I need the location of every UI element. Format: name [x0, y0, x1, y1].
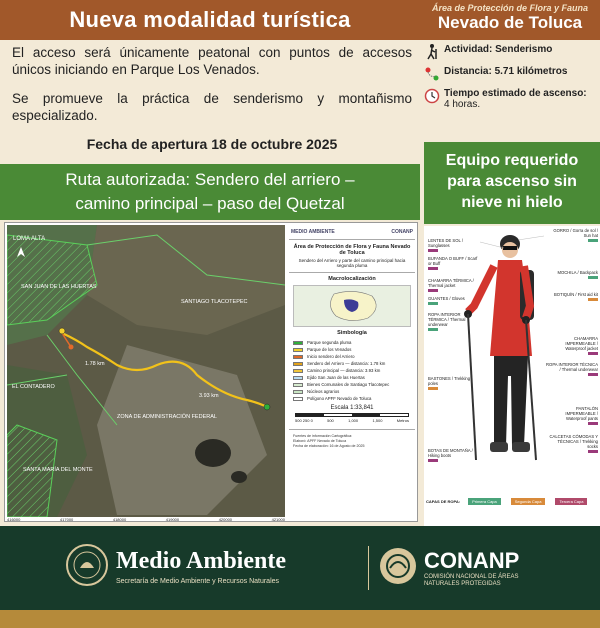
satellite-map: [7, 225, 285, 517]
layer-chip: Segunda Capa: [511, 498, 546, 505]
clock-icon: [424, 88, 440, 104]
macro-location-map: [293, 285, 411, 327]
legend-item-label: Sendero del Arriero — distancia: 1.78 km: [307, 361, 386, 366]
layer-chip: Primera Capa: [468, 498, 501, 505]
equipment-item: [428, 296, 480, 305]
equipment-item: [428, 312, 480, 331]
label-santiago: SANTIAGO TLACOTEPEC: [181, 299, 248, 305]
conanp-mini-logo: CONANP: [391, 229, 413, 235]
equipment-item: [546, 292, 598, 301]
legend-item-label: Inicio sendero del Arriero: [307, 354, 355, 359]
legend-swatch: [293, 341, 303, 345]
semarnat-subtitle: Secretaría de Medio Ambiente y Recursos Naturales: [116, 578, 280, 585]
area-banner: [420, 0, 600, 40]
legend-swatch: [293, 383, 303, 387]
footer-divider: [368, 546, 369, 590]
layer-color-bar: [428, 459, 438, 462]
equipment-item-label: PANTALÓN IMPERMEABLE / Waterproof pants: [565, 406, 598, 421]
layer-color-bar: [588, 373, 598, 376]
legend-item: [289, 360, 415, 367]
legend-swatch: [293, 362, 303, 366]
legend-item-label: Bienes Comunales de Santiago Tlacotepec: [307, 382, 390, 387]
layer-color-bar: [588, 298, 598, 301]
scale-tick-2: 500: [327, 418, 334, 423]
legend-header: [289, 225, 415, 240]
legend-item-label: Polígono APFF Nevado de Toluca: [307, 396, 372, 401]
layer-color-bar: [588, 276, 598, 279]
layer-color-bar: [428, 387, 438, 390]
equipment-item: [546, 336, 598, 355]
map-legend: [289, 225, 415, 519]
activity-row: [424, 44, 600, 60]
intro-paragraph-2: Se promueve la práctica de senderismo y montañismo especializado.: [12, 91, 412, 123]
equipment-item: [428, 376, 480, 390]
route-pin-icon: [424, 66, 440, 82]
layer-color-bar: [588, 239, 598, 242]
legend-swatch: [293, 376, 303, 380]
legend-item: [289, 374, 415, 381]
layer-color-bar: [428, 302, 438, 305]
title-banner: [0, 0, 420, 40]
footer: [0, 526, 600, 610]
legend-item: [289, 395, 415, 402]
simbologia-title: Simbología: [337, 330, 367, 336]
clothing-layers: [426, 498, 598, 505]
legend-subtitle: Sendero del Arriero y parte del camino principal hacia segunda pluma: [289, 258, 415, 273]
scale-tick-1: 500 250 0: [295, 418, 313, 423]
legend-item: [289, 339, 415, 346]
legend-item-label: Ejido San Juan de las Huertas: [307, 375, 365, 380]
mexico-seal-logo: [66, 544, 108, 586]
conanp-title: CONANP: [424, 548, 520, 573]
legend-item-label: Parque de los Venados: [307, 347, 352, 352]
macro-title: Macrolocalización: [328, 276, 376, 282]
map-x-ticks: [7, 517, 285, 522]
medio-ambiente-mini-logo: MEDIO AMBIENTE: [291, 229, 335, 235]
bottom-stripe: [0, 610, 600, 628]
time-value: 4 horas.: [444, 99, 481, 110]
time-text: [444, 88, 587, 110]
credits-date: Fecha de elaboración: 16 de Agosto de 2025: [293, 444, 365, 448]
equipment-item-label: ROPA INTERIOR TÉCNICA / Thermal underwear: [546, 362, 598, 372]
x-tick-label: 418000: [112, 517, 127, 522]
equipment-line-1: Equipo requerido: [445, 152, 579, 169]
legend-item: [289, 381, 415, 388]
conanp-subtitle: COMISIÓN NACIONAL DE ÁREAS NATURALES PROTEGIDAS: [424, 574, 519, 587]
layer-color-bar: [588, 450, 598, 453]
map-scale: Escala 1:33,841: [330, 405, 374, 411]
legend-items: [289, 339, 415, 402]
legend-item: [289, 388, 415, 395]
layers-label: CAPAS DE ROPA:: [426, 499, 461, 504]
layer-color-bar: [588, 352, 598, 355]
intro-text: [12, 44, 412, 153]
equipment-item-label: BOTIQUÍN / First aid kit: [554, 292, 598, 297]
x-tick-label: 421000: [271, 517, 285, 522]
layer-color-bar: [588, 422, 598, 425]
legend-item-label: Parque segunda pluma: [307, 340, 352, 345]
credits-source: Fuentes de información Cartográfica:: [293, 434, 353, 438]
legend-swatch: [293, 355, 303, 359]
equipment-panel: [424, 226, 600, 526]
x-tick-label: 420000: [218, 517, 233, 522]
equipment-item: [546, 406, 598, 425]
hiker-icon: [424, 44, 440, 60]
medio-ambiente-title: Medio Ambiente: [116, 548, 286, 574]
route-line-2: camino principal – paso del Quetzal: [75, 194, 345, 213]
label-distance-2: 3.93 km: [199, 393, 219, 399]
equipment-item-label: GUANTES / Gloves: [428, 296, 465, 301]
equipment-item-label: BASTONES / Trekking poles: [428, 376, 471, 386]
activity-text: Actividad: Senderismo: [444, 44, 553, 55]
equipment-item: [546, 434, 598, 453]
equipment-item-label: CALCETAS CÓMODAS Y TÉCNICAS / Trekking socks: [549, 434, 598, 449]
distance-text: Distancia: 5.71 kilómetros: [444, 66, 568, 77]
equipment-line-2: para ascenso sin: [447, 173, 577, 190]
equipment-banner: [424, 142, 600, 224]
layer-color-bar: [428, 267, 438, 270]
legend-item-label: Camino principal — distancia: 3.93 km: [307, 368, 381, 373]
equipment-item: [428, 278, 480, 292]
credits-author: Elaboró: APFF Nevado de Toluca: [293, 439, 347, 443]
page-title: Nueva modalidad turística: [69, 7, 351, 32]
equipment-item: [546, 228, 598, 242]
map-credits: [289, 429, 415, 453]
legend-swatch: [293, 397, 303, 401]
layer-color-bar: [428, 328, 438, 331]
route-line-1: Ruta autorizada: Sendero del arriero –: [65, 170, 355, 189]
opening-date: Fecha de apertura 18 de octubre 2025: [86, 136, 338, 152]
legend-title: Área de Protección de Flora y Fauna Nevado de Toluca: [293, 244, 411, 256]
layer-chip: Tercera Capa: [555, 498, 587, 505]
legend-swatch: [293, 348, 303, 352]
equipment-item-label: BUFANDA O BUFF / Scarf or Buff: [428, 256, 478, 266]
legend-swatch: [293, 369, 303, 373]
layer-chips: [468, 498, 587, 505]
label-san-juan: SAN JUAN DE LAS HUERTAS: [21, 284, 97, 290]
time-row: [424, 88, 600, 110]
x-tick-label: 419000: [165, 517, 180, 522]
x-tick-label: 417000: [59, 517, 74, 522]
equipment-item-label: MOCHILA / Backpack: [557, 270, 598, 275]
equipment-item: [546, 270, 598, 279]
legend-item: [289, 346, 415, 353]
route-banner: [0, 164, 420, 220]
equipment-item-label: CHAMARRA IMPERMEABLE / Waterproof jacket: [565, 336, 598, 351]
layer-color-bar: [428, 249, 438, 252]
distance-row: [424, 66, 600, 82]
equipment-item: [428, 256, 480, 270]
trail-info: [424, 44, 600, 116]
legend-item: [289, 367, 415, 374]
equipment-item-label: GORRO / Gorra de sol / Sun hat: [553, 228, 598, 238]
area-label: Área de Protección de Flora y Fauna: [431, 3, 589, 13]
label-distance-1: 1.78 km: [85, 361, 105, 367]
equipment-item-label: CHAMARRA TÉRMICA / Thermal jacket: [428, 278, 474, 288]
x-tick-label: 416000: [7, 517, 21, 522]
time-label: Tiempo estimado de ascenso:: [444, 88, 587, 99]
label-loma-alta: LOMA ALTA: [13, 236, 46, 242]
equipment-item-label: ROPA INTERIOR TÉRMICA / Thermal underwear: [428, 312, 466, 327]
area-name: Nevado de Toluca: [437, 13, 583, 32]
legend-item-label: Núcleos agrarios: [307, 389, 340, 394]
equipment-item: [428, 448, 480, 462]
label-contadero: EL CONTADERO: [12, 384, 55, 390]
equipment-item: [428, 238, 480, 252]
scale-tick-4: 1,500: [372, 418, 383, 423]
scale-tick-3: 1,000: [348, 418, 359, 423]
equipment-item-label: LENTES DE SOL / Sunglasses: [428, 238, 463, 248]
scale-bar: [295, 413, 409, 423]
legend-item: [289, 353, 415, 360]
legend-swatch: [293, 390, 303, 394]
intro-paragraph-1: El acceso será únicamente peatonal con puntos de accesos únicos iniciando en Parque Los Venados.: [12, 45, 412, 77]
label-santa-maria: SANTA MARÍA DEL MONTE: [23, 467, 93, 473]
layer-color-bar: [428, 289, 438, 292]
route-map: [4, 222, 418, 522]
scale-unit: Metros: [396, 418, 409, 423]
label-zona-federal: ZONA DE ADMINISTRACIÓN FEDERAL: [117, 414, 217, 420]
conanp-logo: [380, 548, 416, 584]
equipment-item-label: BOTAS DE MONTAÑA / Hiking boots: [428, 448, 473, 458]
equipment-line-3: nieve ni hielo: [461, 194, 563, 211]
equipment-item: [546, 362, 598, 376]
